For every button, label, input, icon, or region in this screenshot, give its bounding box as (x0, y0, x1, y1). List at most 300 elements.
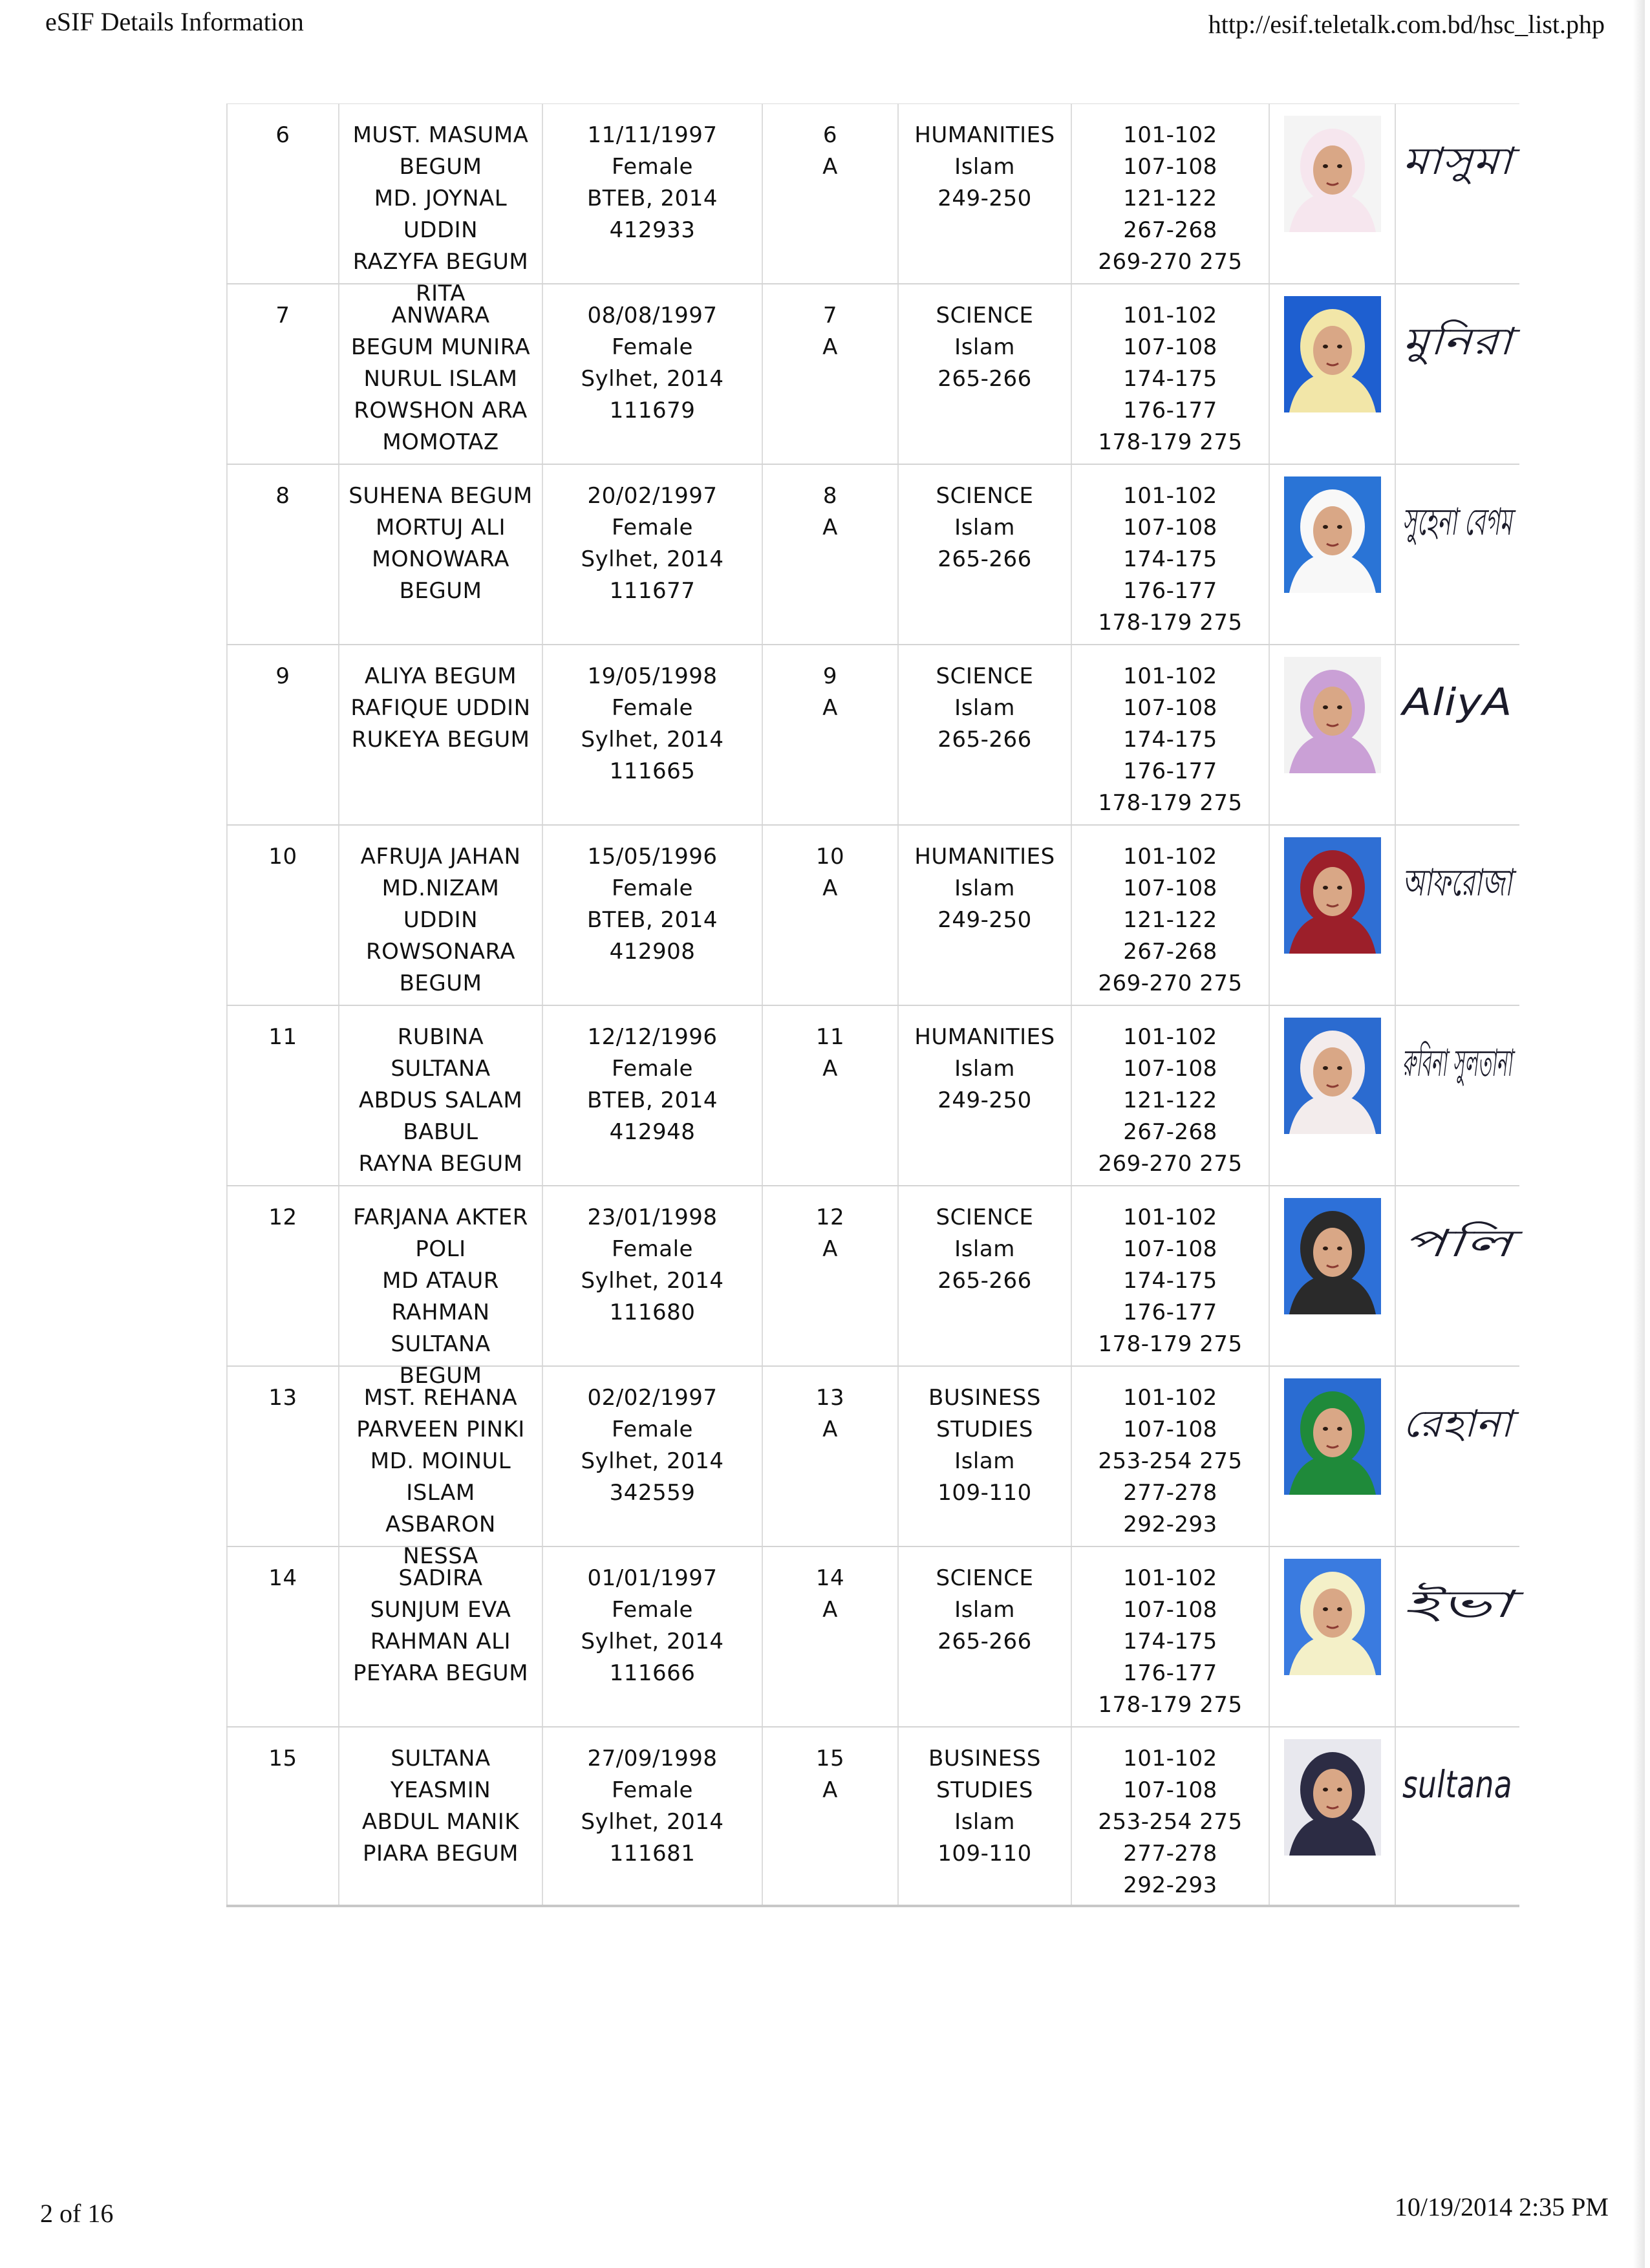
handwritten-signature (1400, 1740, 1516, 1850)
name-line: BABUL (403, 1119, 478, 1145)
photo-cell (1270, 1186, 1396, 1365)
photo-face (1313, 687, 1352, 736)
name-cell (339, 465, 543, 644)
subjects-line: 174-175 (1123, 546, 1217, 572)
dob-board-line: Sylhet, 2014 (581, 1268, 724, 1294)
subjects-cell (1072, 1728, 1270, 1905)
name-line: FARJANA AKTER (353, 1204, 528, 1230)
stream-line: Islam (954, 334, 1015, 360)
dob-board-line: Female (612, 875, 693, 901)
stream-cell (899, 1547, 1072, 1726)
handwritten-signature (1400, 1380, 1520, 1490)
photo-right-eye (1337, 1246, 1342, 1250)
photo-left-eye (1323, 1427, 1328, 1431)
stream-line: BUSINESS (928, 1385, 1041, 1411)
photo-left-eye (1323, 1607, 1328, 1611)
dob-board-line: Female (612, 1777, 693, 1803)
serial-cell (226, 104, 339, 283)
dob-board-line: Sylhet, 2014 (581, 1809, 724, 1835)
name-cell (339, 284, 543, 464)
dob-board-line: BTEB, 2014 (586, 186, 718, 211)
dob-board-line: 412948 (609, 1119, 696, 1145)
handwritten-signature (1400, 1560, 1525, 1670)
serial-number: 15 (268, 1746, 297, 1771)
student-photo (1284, 657, 1381, 773)
photo-right-eye (1337, 886, 1342, 890)
photo-face (1313, 1589, 1352, 1638)
dob-board-line: 111677 (609, 578, 696, 604)
signature-text: মুনিরা (1402, 319, 1489, 363)
name-line: POLI (415, 1236, 466, 1262)
roll-group-line: 6 (822, 122, 838, 148)
name-line: ABDUS SALAM (358, 1087, 523, 1113)
dob-board-cell (543, 645, 763, 824)
stream-line: Islam (954, 875, 1015, 901)
name-cell (339, 645, 543, 824)
signature-text: ইভা (1402, 1582, 1525, 1626)
stream-line: BUSINESS (928, 1746, 1041, 1771)
dob-board-cell (543, 465, 763, 644)
stream-line: Islam (954, 1056, 1015, 1082)
photo-left-eye (1323, 886, 1328, 890)
photo-face (1313, 145, 1352, 195)
subjects-line: 101-102 (1123, 1024, 1217, 1050)
subjects-line: 178-179 275 (1098, 1331, 1243, 1357)
name-line: ABDUL MANIK (361, 1809, 520, 1835)
stream-cell (899, 1186, 1072, 1365)
student-photo (1284, 296, 1381, 412)
dob-board-line: 15/05/1996 (587, 844, 718, 870)
dob-board-line: Sylhet, 2014 (581, 727, 724, 753)
stream-line: SCIENCE (936, 483, 1034, 509)
subjects-line: 101-102 (1123, 1746, 1217, 1771)
name-line: BEGUM (399, 970, 482, 996)
stream-line: 265-266 (938, 366, 1032, 392)
table-row (226, 1547, 1525, 1728)
name-line: ALIYA BEGUM (364, 663, 517, 689)
stream-line: Islam (954, 1809, 1015, 1835)
handwritten-signature (1400, 117, 1516, 227)
name-cell (339, 1367, 543, 1569)
name-line: MST. REHANA (363, 1385, 518, 1411)
name-cell (339, 104, 543, 306)
photo-face (1313, 1769, 1352, 1818)
dob-board-line: 412908 (609, 939, 696, 965)
dob-board-line: Female (612, 1236, 693, 1262)
dob-board-cell (543, 284, 763, 464)
signature-cell (1396, 645, 1519, 824)
roll-group-cell (763, 1547, 899, 1726)
subjects-line: 269-270 275 (1098, 1151, 1243, 1177)
stream-line: 249-250 (938, 186, 1032, 211)
name-line: ROWSONARA (365, 939, 516, 965)
dob-board-cell (543, 104, 763, 283)
signature-cell (1396, 1367, 1519, 1546)
subjects-line: 107-108 (1123, 154, 1217, 180)
stream-cell (899, 826, 1072, 1005)
subjects-cell (1072, 1006, 1270, 1185)
name-line: RAHMAN ALI (370, 1629, 511, 1654)
table-row (226, 645, 1519, 826)
roll-group-line: 11 (815, 1024, 845, 1050)
serial-number: 11 (268, 1024, 297, 1050)
stream-line: STUDIES (936, 1777, 1033, 1803)
dob-board-line: 111681 (609, 1841, 696, 1867)
name-line: NURUL ISLAM (363, 366, 518, 392)
dob-board-line: Female (612, 695, 693, 721)
photo-face (1313, 326, 1352, 375)
signature-text: পলি (1402, 1221, 1524, 1265)
student-photo (1284, 1559, 1381, 1675)
name-line: MOMOTAZ (382, 429, 499, 455)
dob-board-cell (543, 1367, 763, 1546)
dob-board-cell (543, 1728, 763, 1905)
subjects-line: 107-108 (1123, 515, 1217, 540)
stream-line: HUMANITIES (914, 844, 1055, 870)
name-cell (339, 1547, 543, 1726)
dob-board-line: 01/01/1997 (587, 1565, 718, 1591)
photo-face (1313, 1047, 1352, 1097)
photo-left-eye (1323, 345, 1328, 348)
stream-line: SCIENCE (936, 663, 1034, 689)
name-line: RAHMAN (391, 1300, 490, 1325)
handwritten-signature (1400, 297, 1516, 407)
student-photo (1284, 1739, 1381, 1856)
name-line: PIARA BEGUM (363, 1841, 519, 1867)
serial-number: 7 (275, 303, 290, 328)
dob-board-cell (543, 1006, 763, 1185)
name-line: MONOWARA (372, 546, 509, 572)
handwritten-signature (1400, 658, 1516, 768)
serial-number: 12 (268, 1204, 297, 1230)
handwritten-signature (1400, 478, 1591, 588)
name-line: NESSA (403, 1543, 478, 1569)
subjects-cell (1072, 1547, 1270, 1726)
roll-group-line: A (822, 154, 838, 180)
serial-number: 14 (268, 1565, 297, 1591)
serial-cell (226, 1006, 339, 1185)
stream-cell (899, 104, 1072, 283)
serial-cell (226, 645, 339, 824)
serial-number: 8 (275, 483, 290, 509)
table-row (226, 465, 1591, 645)
photo-cell (1270, 826, 1396, 1005)
stream-line: 249-250 (938, 1087, 1032, 1113)
stream-line: Islam (954, 515, 1015, 540)
stream-line: Islam (954, 154, 1015, 180)
signature-text: AliyA (1399, 680, 1512, 724)
stream-cell (899, 284, 1072, 464)
dob-board-line: 19/05/1998 (587, 663, 718, 689)
signature-cell (1396, 104, 1519, 283)
photo-left-eye (1323, 1066, 1328, 1070)
name-line: BEGUM (399, 154, 482, 180)
name-line: RITA (415, 281, 466, 306)
subjects-line: 267-268 (1123, 217, 1217, 243)
handwritten-signature (1400, 839, 1516, 948)
photo-right-eye (1337, 1066, 1342, 1070)
roll-group-line: A (822, 515, 838, 540)
roll-group-cell (763, 1006, 899, 1185)
roll-group-cell (763, 1728, 899, 1905)
name-line: BEGUM MUNIRA (350, 334, 531, 360)
dob-board-line: BTEB, 2014 (586, 907, 718, 933)
name-line: BEGUM (399, 1363, 482, 1389)
print-datetime: 10/19/2014 2:35 PM (1394, 2192, 1609, 2221)
roll-group-cell (763, 1186, 899, 1365)
student-photo (1284, 1378, 1381, 1495)
stream-cell (899, 1367, 1072, 1546)
subjects-line: 253-254 275 (1098, 1809, 1243, 1835)
page-header-url[interactable]: http://esif.teletalk.com.bd/hsc_list.php (1208, 10, 1605, 39)
photo-face (1313, 1228, 1352, 1277)
photo-cell (1270, 645, 1396, 824)
photo-right-eye (1337, 1788, 1342, 1792)
stream-line: Islam (954, 1236, 1015, 1262)
name-line: PEYARA BEGUM (352, 1660, 529, 1686)
subjects-line: 107-108 (1123, 875, 1217, 901)
dob-board-line: Sylhet, 2014 (581, 1629, 724, 1654)
subjects-line: 101-102 (1123, 663, 1217, 689)
dob-board-line: 111665 (609, 758, 696, 784)
subjects-line: 174-175 (1123, 1268, 1217, 1294)
subjects-line: 101-102 (1123, 1385, 1217, 1411)
name-line: BEGUM (399, 578, 482, 604)
dob-board-line: 111666 (609, 1660, 696, 1686)
signature-text: সুহেনা বেগম (1402, 500, 1591, 544)
photo-left-eye (1323, 705, 1328, 709)
subjects-line: 176-177 (1123, 398, 1217, 423)
serial-cell (226, 1367, 339, 1546)
signature-text: sultana (1402, 1762, 1512, 1806)
dob-board-line: Female (612, 1417, 693, 1442)
subjects-cell (1072, 645, 1270, 824)
subjects-line: 277-278 (1123, 1480, 1217, 1506)
roll-group-line: A (822, 1056, 838, 1082)
name-line: ANWARA (391, 303, 490, 328)
dob-board-line: 342559 (609, 1480, 696, 1506)
photo-left-eye (1323, 525, 1328, 529)
roll-group-line: A (822, 1777, 838, 1803)
subjects-line: 176-177 (1123, 758, 1217, 784)
stream-cell (899, 1728, 1072, 1905)
signature-text: রেহানা (1402, 1402, 1520, 1446)
subjects-line: 292-293 (1123, 1512, 1217, 1537)
subjects-line: 101-102 (1123, 122, 1217, 148)
stream-line: Islam (954, 1597, 1015, 1623)
stream-line: Islam (954, 1448, 1015, 1474)
table-row (226, 1006, 1636, 1186)
roll-group-line: A (822, 1236, 838, 1262)
subjects-line: 269-270 275 (1098, 249, 1243, 275)
subjects-line: 101-102 (1123, 1204, 1217, 1230)
subjects-line: 107-108 (1123, 1056, 1217, 1082)
serial-cell (226, 284, 339, 464)
name-cell (339, 1186, 543, 1389)
subjects-line: 107-108 (1123, 1597, 1217, 1623)
photo-cell (1270, 465, 1396, 644)
stream-line: SCIENCE (936, 1565, 1034, 1591)
name-line: UDDIN (403, 907, 478, 933)
subjects-line: 292-293 (1123, 1872, 1217, 1898)
serial-cell (226, 826, 339, 1005)
stream-line: SCIENCE (936, 1204, 1034, 1230)
name-line: SULTANA (391, 1331, 491, 1357)
name-line: ROWSHON ARA (354, 398, 528, 423)
subjects-line: 101-102 (1123, 303, 1217, 328)
dob-board-line: Female (612, 334, 693, 360)
name-line: MD.NIZAM (381, 875, 500, 901)
dob-board-line: 412933 (609, 217, 696, 243)
roll-group-cell (763, 465, 899, 644)
photo-left-eye (1323, 164, 1328, 168)
dob-board-line: BTEB, 2014 (586, 1087, 718, 1113)
signature-cell (1396, 826, 1519, 1005)
subjects-line: 269-270 275 (1098, 970, 1243, 996)
signature-text: মাসুমা (1402, 139, 1492, 183)
dob-board-line: 23/01/1998 (587, 1204, 718, 1230)
dob-board-line: Female (612, 515, 693, 540)
serial-cell (226, 465, 339, 644)
name-line: PARVEEN PINKI (356, 1417, 525, 1442)
name-cell (339, 1006, 543, 1185)
stream-line: 109-110 (938, 1841, 1032, 1867)
subjects-line: 107-108 (1123, 1417, 1217, 1442)
signature-cell (1396, 465, 1591, 644)
photo-left-eye (1323, 1246, 1328, 1250)
subjects-line: 107-108 (1123, 1236, 1217, 1262)
subjects-cell (1072, 284, 1270, 464)
name-line: MORTUJ ALI (376, 515, 506, 540)
dob-board-line: 111679 (609, 398, 696, 423)
dob-board-line: Female (612, 1056, 693, 1082)
signature-cell (1396, 1186, 1524, 1365)
stream-line: Islam (954, 695, 1015, 721)
subjects-line: 107-108 (1123, 334, 1217, 360)
subjects-line: 178-179 275 (1098, 429, 1243, 455)
roll-group-line: 13 (815, 1385, 845, 1411)
roll-group-cell (763, 826, 899, 1005)
roll-group-cell (763, 284, 899, 464)
serial-cell (226, 1547, 339, 1726)
dob-board-line: 11/11/1997 (587, 122, 718, 148)
roll-group-line: 14 (815, 1565, 845, 1591)
photo-right-eye (1337, 345, 1342, 348)
stream-line: HUMANITIES (914, 1024, 1055, 1050)
name-line: SUHENA BEGUM (348, 483, 533, 509)
photo-cell (1270, 1728, 1396, 1905)
subjects-line: 267-268 (1123, 939, 1217, 965)
signature-text: আফরোজা (1402, 861, 1517, 904)
roll-group-line: 15 (815, 1746, 845, 1771)
subjects-line: 178-179 275 (1098, 610, 1243, 636)
photo-right-eye (1337, 1607, 1342, 1611)
subjects-line: 174-175 (1123, 366, 1217, 392)
roll-group-line: 8 (822, 483, 838, 509)
subjects-line: 174-175 (1123, 727, 1217, 753)
roll-group-cell (763, 104, 899, 283)
subjects-line: 176-177 (1123, 578, 1217, 604)
dob-board-line: 12/12/1996 (587, 1024, 718, 1050)
name-line: RAYNA BEGUM (358, 1151, 523, 1177)
photo-cell (1270, 1547, 1396, 1726)
signature-cell (1396, 1006, 1636, 1185)
dob-board-line: 08/08/1997 (587, 303, 718, 328)
photo-cell (1270, 104, 1396, 283)
name-line: SUNJUM EVA (370, 1597, 511, 1623)
roll-group-line: A (822, 875, 838, 901)
stream-line: 109-110 (938, 1480, 1032, 1506)
subjects-line: 121-122 (1123, 1087, 1217, 1113)
photo-face (1313, 506, 1352, 555)
subjects-line: 267-268 (1123, 1119, 1217, 1145)
signature-cell (1396, 1547, 1525, 1726)
dob-board-line: 20/02/1997 (587, 483, 718, 509)
name-line: SULTANA (391, 1056, 491, 1082)
name-line: ASBARON (385, 1512, 496, 1537)
serial-cell (226, 1728, 339, 1905)
name-line: UDDIN (403, 217, 478, 243)
name-line: SULTANA (391, 1746, 491, 1771)
roll-group-line: 7 (822, 303, 838, 328)
name-line: MUST. MASUMA (352, 122, 529, 148)
stream-line: STUDIES (936, 1417, 1033, 1442)
handwritten-signature (1400, 1019, 1636, 1129)
student-photo (1284, 1198, 1381, 1314)
table-row (226, 1367, 1520, 1569)
scan-edge-shadow (1633, 0, 1645, 2268)
photo-face (1313, 867, 1352, 916)
name-line: ISLAM (406, 1480, 475, 1506)
photo-cell (1270, 1006, 1396, 1185)
roll-group-line: A (822, 1417, 838, 1442)
photo-right-eye (1337, 1427, 1342, 1431)
dob-board-cell (543, 1547, 763, 1726)
photo-left-eye (1323, 1788, 1328, 1792)
subjects-cell (1072, 104, 1270, 283)
signature-cell (1396, 1728, 1519, 1905)
subjects-cell (1072, 826, 1270, 1005)
name-line: MD ATAUR (382, 1268, 499, 1294)
serial-cell (226, 1186, 339, 1365)
subjects-line: 253-254 275 (1098, 1448, 1243, 1474)
student-photo (1284, 1018, 1381, 1134)
name-line: RAFIQUE UDDIN (350, 695, 531, 721)
dob-board-line: Sylhet, 2014 (581, 1448, 724, 1474)
table-row (226, 1728, 1519, 1907)
subjects-line: 107-108 (1123, 1777, 1217, 1803)
stream-line: HUMANITIES (914, 122, 1055, 148)
photo-cell (1270, 1367, 1396, 1546)
page-number: 2 of 16 (40, 2199, 114, 2228)
stream-line: SCIENCE (936, 303, 1034, 328)
dob-board-line: Female (612, 1597, 693, 1623)
subjects-line: 277-278 (1123, 1841, 1217, 1867)
subjects-line: 176-177 (1123, 1300, 1217, 1325)
roll-group-line: 9 (822, 663, 838, 689)
name-line: MD. JOYNAL (374, 186, 508, 211)
stream-cell (899, 465, 1072, 644)
subjects-line: 174-175 (1123, 1629, 1217, 1654)
subjects-cell (1072, 1186, 1270, 1365)
photo-right-eye (1337, 525, 1342, 529)
subjects-cell (1072, 465, 1270, 644)
dob-board-cell (543, 1186, 763, 1365)
stream-line: 265-266 (938, 1629, 1032, 1654)
stream-line: 265-266 (938, 1268, 1032, 1294)
table-row (226, 284, 1519, 465)
name-cell (339, 826, 543, 1005)
